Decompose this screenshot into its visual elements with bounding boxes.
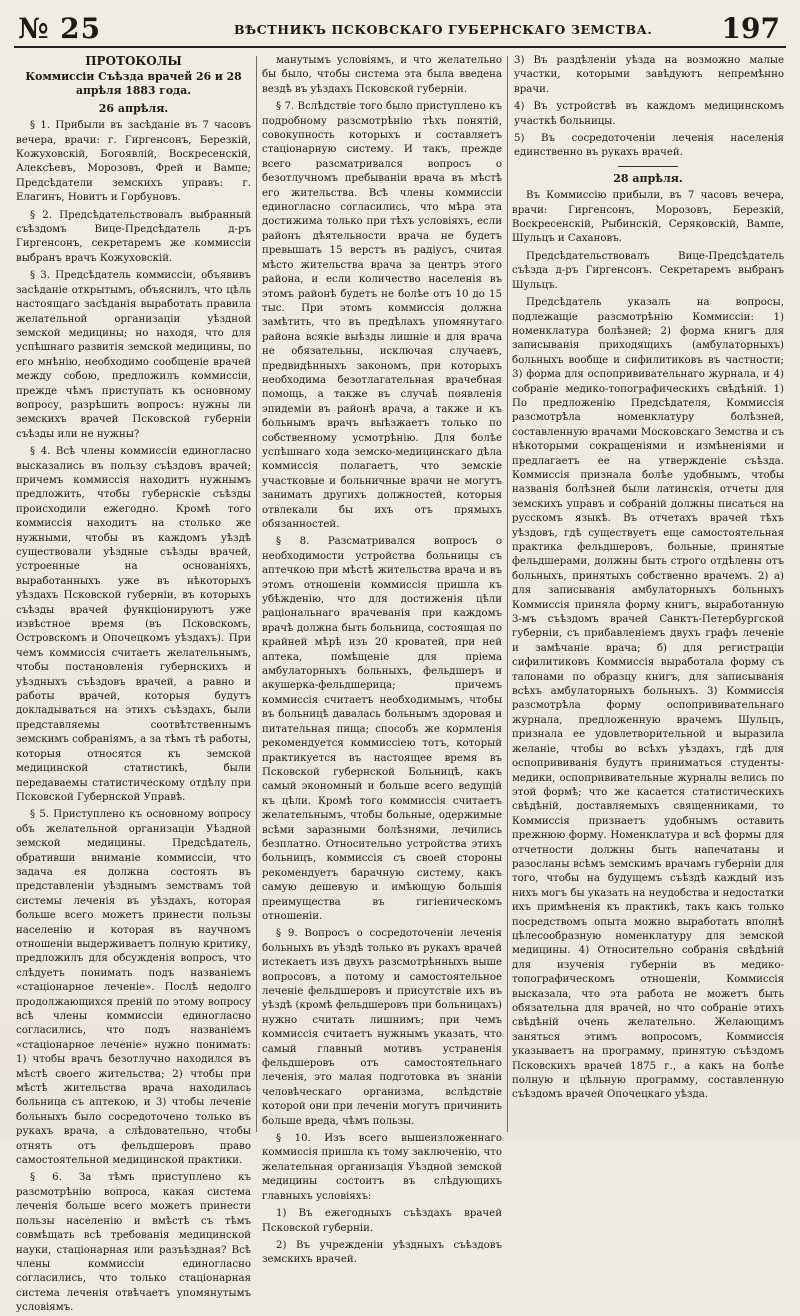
article-subheading: Коммиссіи Съѣзда врачей 26 и 28 апрѣля 1883 года. [25, 70, 242, 98]
column-right [512, 54, 784, 1101]
paragraph: § 10. Изъ всего вышеизложеннаго коммиссія пришла къ тому заключенію, что желательная организація Уѣздной земской медицины состоитъ въ слѣдующихъ главныхъ условіяхъ: [262, 1133, 502, 1202]
column-divider [507, 56, 508, 1132]
page-number: 197 [721, 12, 780, 45]
paragraph: § 7. Вслѣдствіе того было приступлено къ подробному разсмотрѣнію тѣхъ понятій, совокупность которыхъ и составляетъ стаціонарную систему. И такъ, прежде всего разсматривался вопросъ о безотлучномъ пребываніи врача въ мѣстѣ его жительства. Всѣ члены коммиссіи единогласно согласились, что мѣра эта достижима только при тѣхъ условіяхъ, если районъ дѣятельности врача не будетъ превышать 15 верстъ въ радіусъ, считая мѣсто жительства врача за центръ этого района, и если количество населенія въ этомъ районѣ будетъ не болѣе отъ 10 до 15 тыс. При этомъ коммиссія должна замѣтить, что въ предѣлахъ упомянутаго района всякіе выѣзды лишніе и для врача не обязательны, исключая случаевъ, предвидѣнныхъ закономъ, при которыхъ необходима безотлагательная врачебная помощь, а также въ случаѣ появленія эпидеміи въ районѣ врача, а также и къ больнымъ врачъ выѣзжаетъ только по собственному усмотрѣнію. Для болѣе успѣшнаго хода земско-медицинскаго дѣла коммиссія полагаетъ, что земскіе участковые и больничные врачи не могутъ занимать другихъ должностей, которыя отвлекали бы ихъ отъ прямыхъ обязанностей. [262, 101, 502, 530]
paragraph: Предсѣдательствовалъ Вице-Предсѣдатель съѣзда д-ръ Гиргенсонъ. Секретаремъ выбранъ Шульцъ. [512, 250, 784, 291]
paragraph: § 4. Всѣ члены коммиссіи единогласно высказались въ пользу съѣздовъ врачей; причемъ коммиссія находитъ нужнымъ предложить, чтобы губернскіе съѣзды происходили ежегодно. Кромѣ того коммиссія находитъ на столько же нужными, чтобы въ каждомъ уѣздѣ существовали уѣздные съѣзды врачей, устроенные на основаніяхъ, выработанныхъ уже въ нѣкоторыхъ уѣздахъ Псковской губерніи, въ которыхъ съѣзды врачей функціонируютъ уже извѣстное время (въ Псковскомъ, Островскомъ и Опочецкомъ уѣздахъ). При чемъ коммиссія считаетъ желательнымъ, чтобы постановленія губернскихъ и уѣздныхъ съѣздовъ врачей, а равно и работы врачей, которыя будутъ докладываться на этихъ съѣздахъ, были представляемы соотвѣтственнымъ земскимъ собраніямъ, а за тѣмъ тѣ работы, которыя относятся къ земской медицинской статистикѣ, были передаваемы статистическому отдѣлу при Псковской Губернской Управѣ. [16, 446, 251, 803]
section-date: 28 апрѣля. [613, 171, 683, 185]
column-middle [262, 54, 502, 1266]
paragraph: § 2. Предсѣдательствовалъ выбранный съѣздомъ Вице-Предсѣдатель д-ръ Гиргенсонъ, секретаремъ же коммиссіи выбранъ врачъ Кожуховскій. [16, 209, 251, 264]
paragraph: 4) Въ устройствѣ въ каждомъ медицинскомъ участкѣ больницы. [514, 101, 784, 127]
section-date: 26 апрѣля. [98, 101, 169, 115]
paragraph: § 1. Прибыли въ засѣданіе въ 7 часовъ вечера, врачи: г. Гиргенсонъ, Березкій, Кожуховскій, Богоявлій, Воскресенскій, Алексѣевъ, Морозовъ, Фрей и Вампе; Предсѣдатели земскихъ управъ: г. Елагинъ, Новитъ и Горбуновъ. [16, 120, 251, 204]
column-divider [256, 56, 257, 1132]
paragraph: § 3. Предсѣдатель коммиссіи, объявивъ засѣданіе открытымъ, объяснилъ, что цѣль настоящаго засѣданія выработать правила желательной организаціи уѣздной земской медицины; но находя, что для успѣшнаго развитія земской медицины, по его мнѣнію, необходимо сообщеніе врачей между собою, предложилъ коммиссіи, прежде чѣмъ приступать къ основному вопросу, разрѣшить вопросъ: нужны ли земскихъ врачей Псковской губерніи съѣзды или не нужны? [16, 270, 251, 440]
conditions-list [512, 54, 784, 161]
paragraph: Въ Коммиссію прибыли, въ 7 часовъ вечера, врачи: Гиргенсонъ, Морозовъ, Березкій, Воскресенскій, Рыбинскій, Серяковскій, Вампе, Шульцъ и Сахановъ. [512, 190, 784, 245]
column-left [16, 54, 251, 1314]
page-header [14, 8, 786, 48]
paragraphs [512, 189, 784, 1103]
paragraph: 5) Въ сосредоточеніи леченія населенія единственно въ рукахъ врачей. [514, 133, 784, 159]
separator-rule [618, 166, 678, 167]
paragraph: § 8. Разсматривался вопросъ о необходимости устройства больницы съ аптечкою при мѣстѣ жительства врача и въ этомъ отношеніи коммиссія пришла къ убѣжденію, что для достиженія цѣли раціональнаго врачеванія при каждомъ врачѣ должна быть больница, состоящая по крайней мѣрѣ изъ 20 кроватей, при ней аптека, помѣщеніе для пріема амбулаторныхъ больныхъ, фельдшеръ и акушерка-фельдшерица; причемъ коммиссія считаетъ необходимымъ, чтобы въ больницѣ давалась больнымъ здоровая и питательная пища; способъ же кормленія рекомендуется коммиссіею тотъ, который практикуется въ настоящее время въ Псковской губернской Больницѣ, какъ самый экономный и больше всего ведущій къ цѣли. Кромѣ того коммиссія считаетъ желательнымъ, чтобы больные, одержимые всѣми заразными болѣзнями, лечились безплатно. Относительно устройства этихъ больницъ, коммиссія съ своей стороны рекомендуетъ барачную систему, какъ самую дешевую и имѣющую большія преимущества въ гигіеническомъ отношеніи. [262, 536, 502, 922]
issue-number: № 25 [18, 12, 102, 45]
paragraphs [16, 119, 251, 1315]
journal-title: ВѢСТНИКЪ ПСКОВСКАГО ГУБЕРНСКАГО ЗЕМСТВА. [234, 22, 653, 37]
paragraph: § 9. Вопросъ о сосредоточеніи леченія больныхъ въ уѣздѣ только въ рукахъ врачей истекаетъ изъ двухъ разсмотрѣнныхъ выше вопросовъ, а потому и самостоятельное леченіе фельдшеровъ и присутствіе ихъ въ уѣздѣ (кромѣ фельдшеровъ при больницахъ) нужно считать лишнимъ; при чемъ коммиссія считаетъ нужнымъ указать, что самый главный мотивъ устраненія фельдшеровъ отъ самостоятельнаго леченія, это малая подготовка въ знаніи человѣческаго организма, вслѣдствіе которой они при леченіи могутъ причинить больше вреда, чѣмъ пользы. [262, 928, 502, 1127]
paragraph: § 5. Приступлено къ основному вопросу объ желательной организаціи Уѣздной земской медицины. Предсѣдатель, обративши вниманіе коммиссіи, что задача ея должна состоять въ представленіи уѣзднымъ земствамъ той системы леченія въ уѣздахъ, которая больше всего можетъ принести пользы населенію и которая въ научномъ отношеніи выдерживаетъ полную критику, предложилъ для обсужденія вопросъ, что слѣдуетъ понимать подъ названіемъ «стаціонарное леченіе». Послѣ недолго продолжающихся преній по этому вопросу всѣ члены коммиссіи единогласно согласились, что подъ названіемъ «стаціонарное леченіе» нужно понимать: 1) чтобы врачъ безотлучно находился въ мѣстѣ своего жительства; 2) чтобы при мѣстѣ жительства врача находилась больница съ аптекою, и 3) чтобы леченіе больныхъ было сосредоточено только въ рукахъ врача, а слѣдовательно, чтобы отнять отъ фельдшеровъ право самостоятельной медицинской практики. [16, 809, 251, 1167]
paragraph: манутымъ условіямъ, и что желательно бы было, чтобы система эта была введена вездѣ въ уѣздахъ Псковской губерніи. [262, 55, 502, 95]
paragraph: Предсѣдатель указалъ на вопросы, подлежащіе разсмотрѣнію Коммиссіи: 1) номенклатура болѣзней; 2) форма книгъ для записыванія приходящихъ (амбулаторныхъ) больныхъ вообще и сифилитиковъ въ частности; 3) форма для оспопрививательнаго журнала, и 4) собраніе медико-топографическихъ свѣдѣній. 1) По предложенію Предсѣдателя, Коммиссія разсмотрѣла номенклатуру болѣзней, составленную врачами Московскаго Земства и съ нѣкоторыми сокращеніями и измѣненіями и предлагаетъ ее на утвержденіе съѣзда. Коммиссія признала болѣе удобнымъ, чтобы названія болѣзней были латинскія, отчеты для земскихъ управъ и собраній должны писаться на русскомъ языкѣ. Въ отчетахъ врачей тѣхъ уѣздовъ, гдѣ существуетъ еще самостоятельная практика фельдшеровъ, больные, принятые фельдшерами, должны быть строго отдѣлены отъ больныхъ, принятыхъ собственно врачемъ. 2) а) для записыванія амбулаторныхъ больныхъ Коммиссія приняла форму книгъ, выработанную 3-мъ съѣздомъ врачей Санктъ-Петербургской губерніи, съ прибавленіемъ двухъ графъ леченіе и замѣчаніе врача; б) для регистраціи сифилитиковъ Коммиссія выработала форму съ талонами по образцу книгъ, для записыванія всѣхъ амбулаторныхъ больныхъ. 3) Коммиссія разсмотрѣла форму оспопрививательнаго журнала, предложенную врачемъ Шульцъ, признала ее удовлетворительной и выразила желаніе, чтобы во всѣхъ уѣздахъ, гдѣ для оспопрививанія будутъ приниматься студенты-медики, оспопрививательные журналы велись по этой формѣ; что же касается статистическихъ свѣдѣній, доставляемыхъ священниками, то Коммиссія признаетъ удобнымъ оставить прежнюю форму. Номенклатура и всѣ формы для отчетности должны быть напечатаны и разосланы всѣмъ земскимъ врачамъ губерніи для того, чтобы на будущемъ съѣздѣ каждый изъ нихъ могъ бы указать на неудобства и недостатки ихъ примѣненія къ практикѣ, такъ какъ только посредствомъ опыта можно выработать вполнѣ цѣлесообразную номенклатуру для земской медицины. 4) Относительно собранія свѣдѣній для изученія губерніи въ медико-топографическомъ отношеніи, Коммиссія высказала, что эта работа не можетъ быть обязательна для врачей, но что собраніе этихъ свѣдѣній очень желательно. Желающимъ заняться этимъ вопросомъ, Коммиссія указываетъ на программу, принятую съѣздомъ Псковскихъ врачей 1875 г., а какъ на болѣе полную и цѣльную программу, составленную съѣздомъ врачей Опочецкаго уѣзда. [512, 297, 784, 1101]
paragraph: 2) Въ учрежденіи уѣздныхъ съѣздовъ земскихъ врачей. [262, 1239, 502, 1266]
paragraph: § 6. За тѣмъ приступлено къ разсмотрѣнію вопроса, какая система леченія больше всего можетъ принести пользы населенію и вмѣстѣ съ тѣмъ совмѣщать всѣ требованія медицинской науки, стаціонарная или разъѣздная? Всѣ члены коммиссіи единогласно согласились, что только стаціонарная система леченія отвѣчаетъ упомянутымъ условіямъ. [16, 1172, 251, 1314]
paragraph: 1) Въ ежегодныхъ съѣздахъ врачей Псковской губерніи. [262, 1208, 502, 1234]
article-heading: ПРОТОКОЛЫ [85, 54, 182, 68]
paragraph: 3) Въ раздѣленіи уѣзда на возможно малые участки, которыми завѣдуютъ непремѣнно врачи. [514, 55, 784, 95]
paragraphs [262, 54, 502, 1268]
